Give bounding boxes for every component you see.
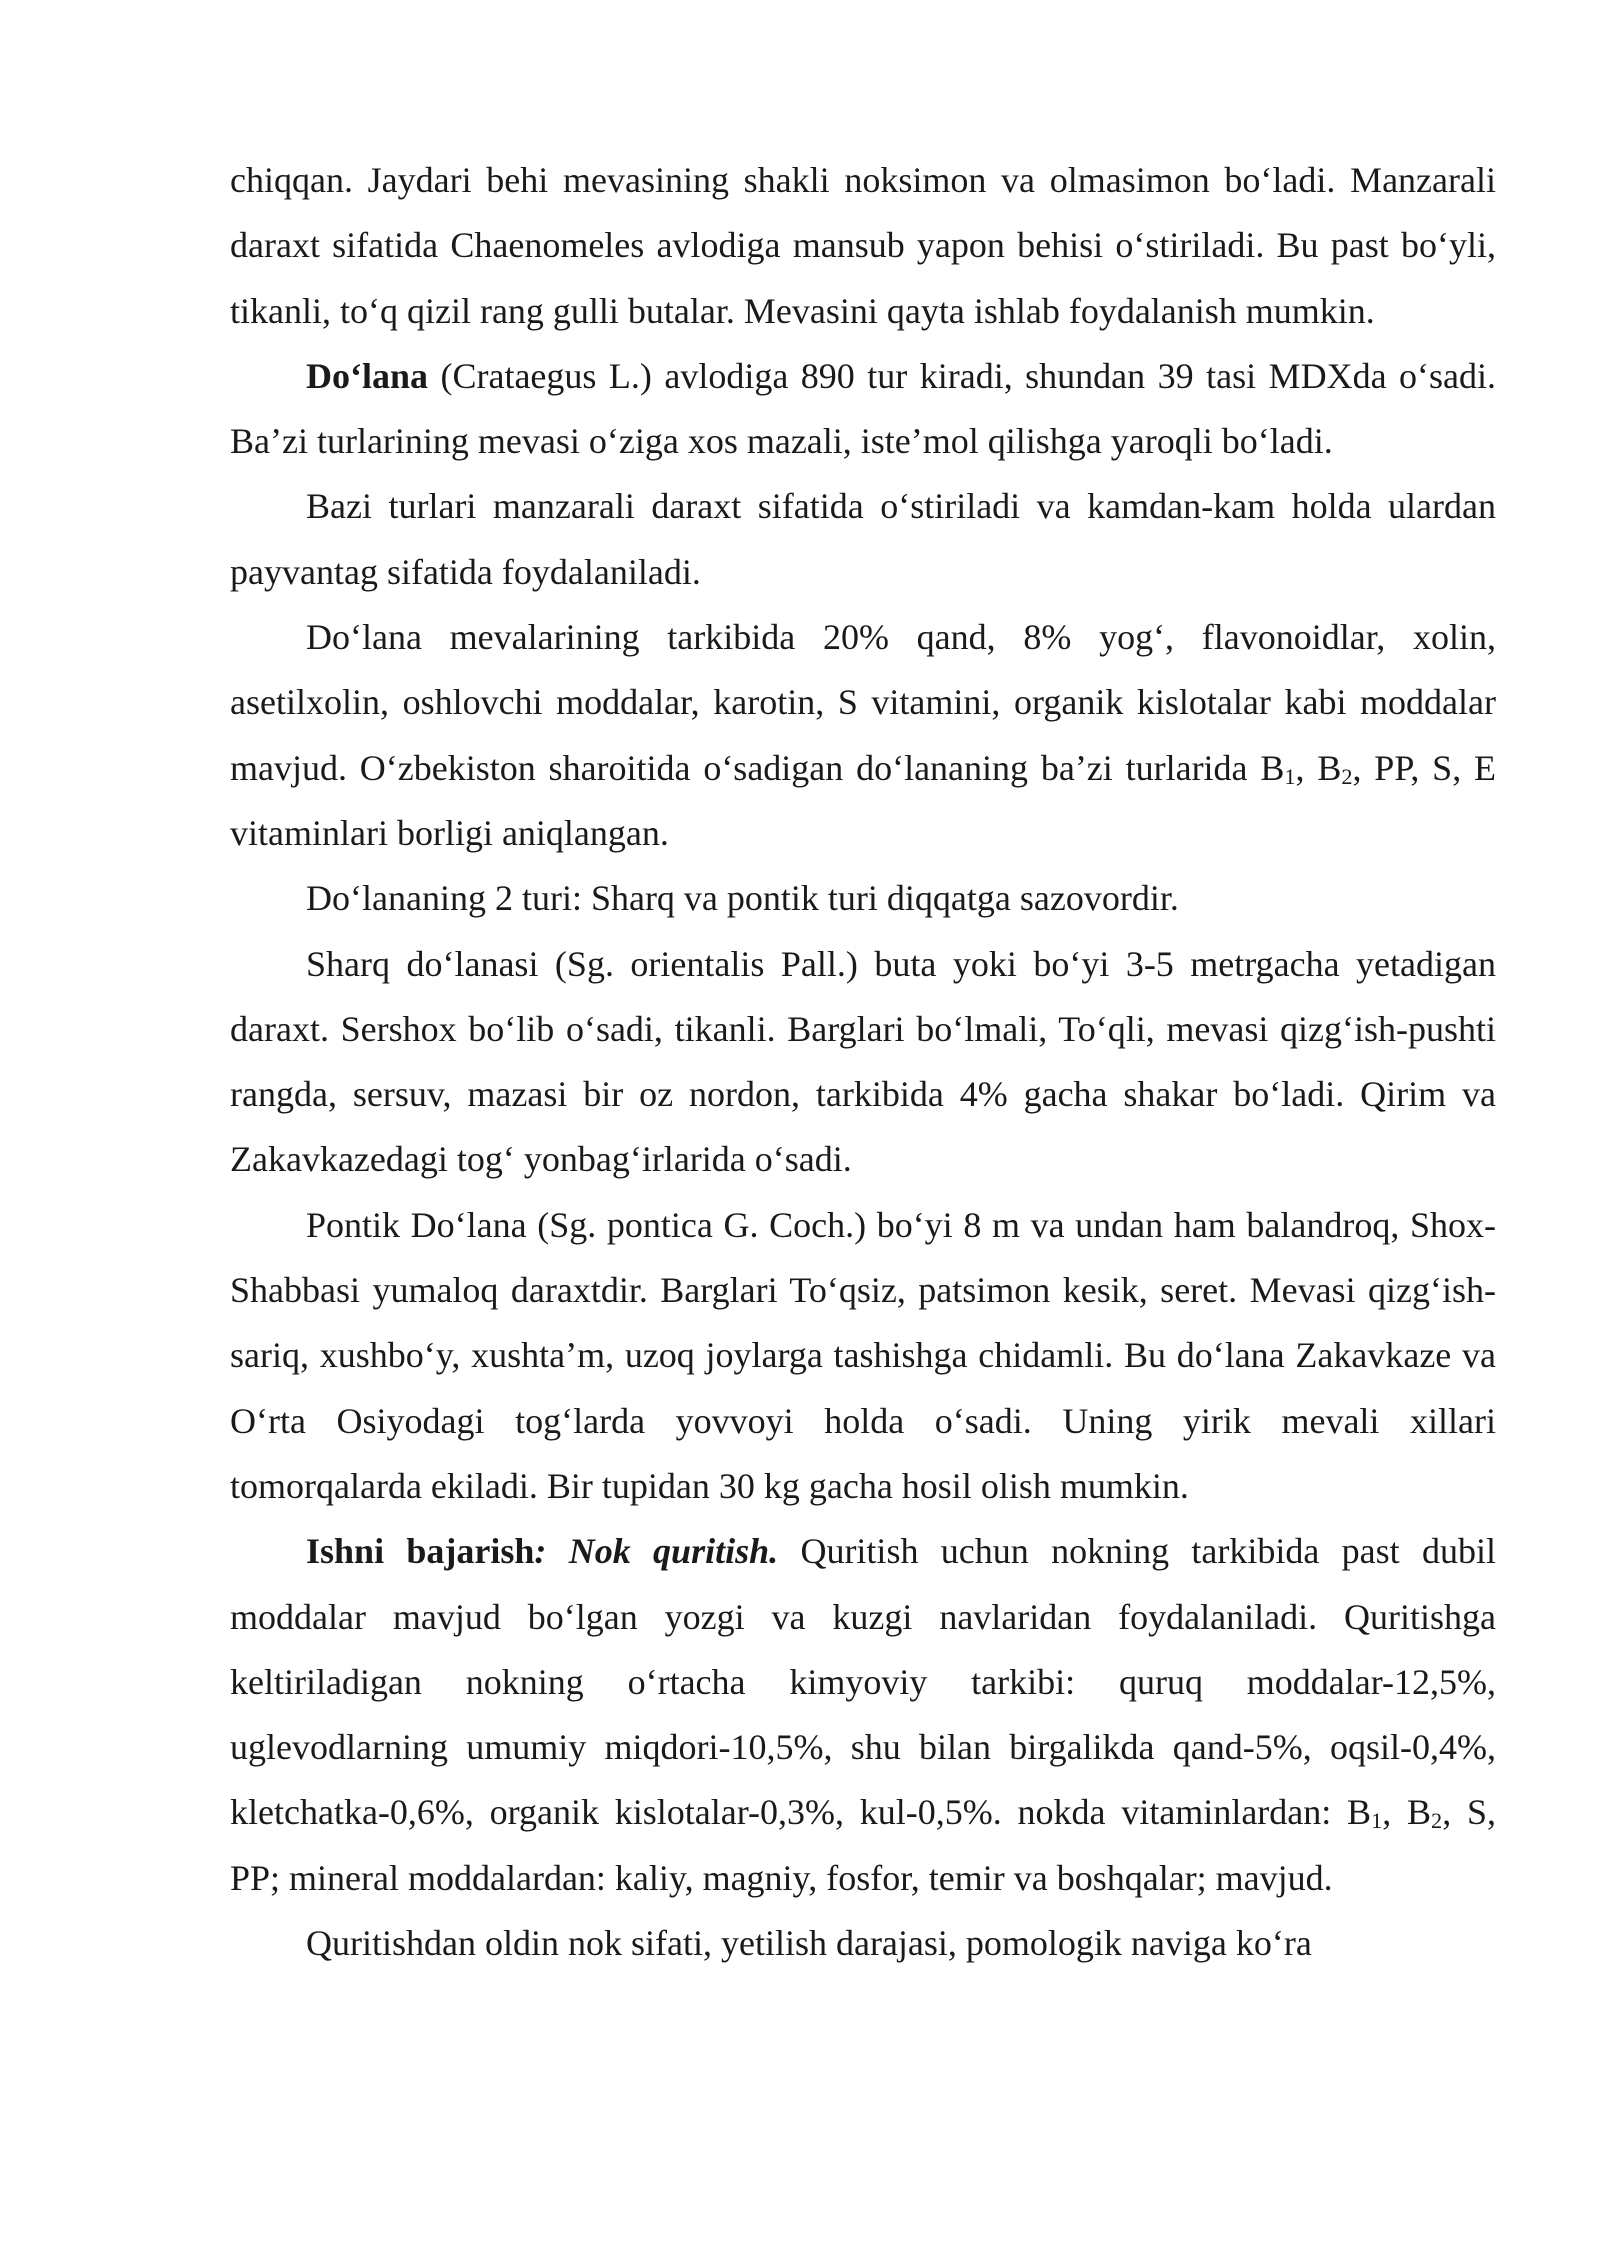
paragraph-sharq-dolanasi: Sharq doʻlanasi (Sg. orientalis Pall.) buta yoki boʻyi 3-5 metrgacha yetadigan daraxt. Sershox boʻlib oʻsadi, tikanli. Barglari boʻlmali, Toʻqli, mevasi qizgʻish-pushti rangda, sersuv, mazasi bir oz nordon, tarkibida 4% gacha shakar boʻladi. Qirim va Zakavkazedagi togʻ yonbagʻirlarida oʻsadi. xyxy=(230,943,1496,1180)
paragraph-behi-continuation: chiqqan. Jaydari behi mevasining shakli noksimon va olmasimon boʻladi. Manzarali daraxt sifatida Chaenomeles avlodiga mansub yapon behisi oʻstiriladi. Bu past boʻyli, tikanli, toʻq qizil rang gulli butalar. Mevasini qayta ishlab foydalanish mumkin. xyxy=(230,160,1496,331)
paragraph-text: , PP, S, E vitaminlari borligi aniqlangan. xyxy=(230,747,1496,853)
paragraph-dolana-composition xyxy=(230,605,1496,866)
term-nok-quritish: Nok quritish. xyxy=(568,1531,779,1572)
paragraph-text: (Crataegus L.) avlodiga 890 tur kiradi, shundan 39 tasi MDXda oʻsadi. Baʼzi turlarining mevasi oʻziga xos mazali, isteʼmol qilishga yaroqli boʻladi. xyxy=(230,355,1496,462)
paragraph-quritishdan-oldin: Quritishdan oldin nok sifati, yetilish darajasi, pomologik naviga koʻra xyxy=(306,1923,1312,1964)
subscript: 2 xyxy=(1431,1808,1443,1834)
term-dolana: Doʻlana xyxy=(306,355,429,396)
paragraph-text: Doʻlana mevalarining tarkibida 20% qand, 8% yogʻ, flavonoidlar, xolin, asetilxolin, oshlovchi moddalar, karotin, S vitamini, organik kislotalar kabi moddalar mavjud. Oʻzbekiston sharoitida oʻsadigan doʻlananing baʼzi turlarida B xyxy=(230,617,1496,788)
paragraph-text: , B xyxy=(1382,1792,1432,1833)
paragraph-text: , S, PP; mineral moddalardan: kaliy, magniy, fosfor, temir va boshqalar; mavjud. xyxy=(230,1792,1496,1898)
term-ishni-bajarish: Ishni bajarish xyxy=(306,1531,535,1572)
paragraph-dolana-intro xyxy=(230,344,1496,475)
paragraph-ishni-bajarish xyxy=(230,1519,1496,1911)
subscript: 2 xyxy=(1341,763,1353,789)
paragraph-text: , B xyxy=(1295,747,1342,788)
term-colon: : xyxy=(534,1531,569,1572)
paragraph-text: Quritish uchun nokning tarkibida past dubil moddalar mavjud boʻlgan yozgi va kuzgi navlaridan foydalaniladi. Quritishga keltiriladigan nokning oʻrtacha kimyoviy tarkibi: quruq moddalar-12,5%, uglevodlarning umumiy miqdori-10,5%, shu bilan birgalikda qand-5%, oqsil-0,4%, kletchatka-0,6%, organik kislotalar-0,3%, kul-0,5%. nokda vitaminlardan: B xyxy=(230,1531,1496,1833)
paragraph-dolana-usage: Bazi turlari manzarali daraxt sifatida oʻstiriladi va kamdan-kam holda ulardan payvantag sifatida foydalaniladi. xyxy=(230,486,1496,592)
document-page xyxy=(230,148,1496,1976)
paragraph-pontik-dolana: Pontik Doʻlana (Sg. pontica G. Coch.) boʻyi 8 m va undan ham balandroq, Shox- Shabbasi yumaloq daraxtdir. Barglari Toʻqsiz, patsimon kesik, seret. Mevasi qizgʻish- sariq, xushboʻy, xushtaʼm, uzoq joylarga tashishga chidamli. Bu doʻlana Zakavkaze va Oʻrta Osiyodagi togʻlarda yovvoyi holda oʻsadi. Uning yirik mevali xillari tomorqalarda ekiladi. Bir tupidan 30 kg gacha hosil olish mumkin. xyxy=(230,1204,1496,1506)
paragraph-dolana-types: Doʻlananing 2 turi: Sharq va pontik turi diqqatga sazovordir. xyxy=(306,878,1179,919)
subscript: 1 xyxy=(1284,763,1296,789)
subscript: 1 xyxy=(1371,1808,1383,1834)
